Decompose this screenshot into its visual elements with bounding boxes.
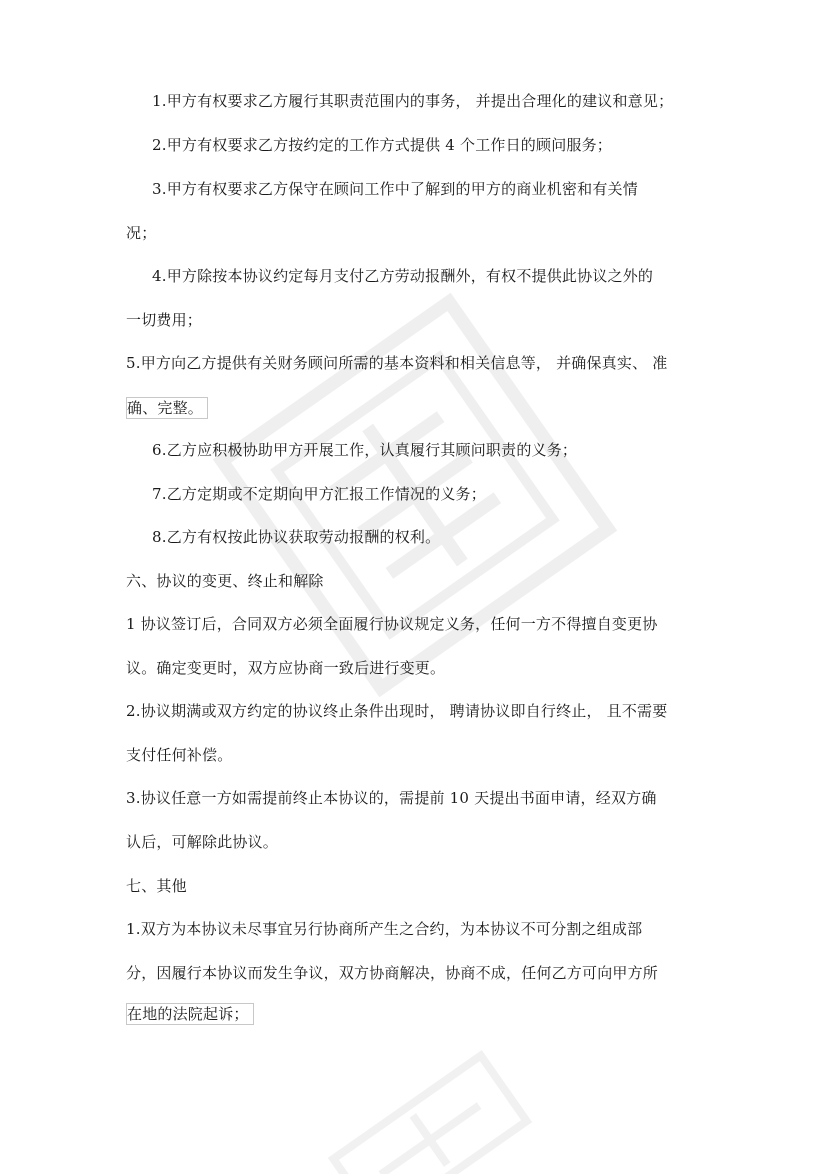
- clause-line: 5.甲方向乙方提供有关财务顾问所需的基本资料和相关信息等， 并确保真实、 准: [126, 354, 668, 372]
- clause-line: 支付任何补偿。: [126, 746, 233, 764]
- section-heading: 七、其他: [126, 877, 187, 895]
- clause-line: 1.甲方有权要求乙方履行其职责范围内的事务， 并提出合理化的建议和意见；: [152, 92, 674, 110]
- clause-line: 3.协议任意一方如需提前终止本协议的，需提前 10 天提出书面申请，经双方确: [126, 789, 657, 807]
- clause-line: 议。确定变更时，双方应协商一致后进行变更。: [126, 659, 446, 677]
- clause-line-boxed: [126, 397, 208, 419]
- watermark-logo-icon: [319, 1042, 540, 1174]
- clause-line: 6.乙方应积极协助甲方开展工作，认真履行其顾问职责的义务；: [152, 441, 578, 459]
- clause-line-boxed: [126, 1003, 254, 1025]
- clause-line: 2.协议期满或双方约定的协议终止条件出现时， 聘请协议即自行终止， 且不需要: [126, 702, 668, 720]
- clause-line: 认后，可解除此协议。: [126, 833, 279, 851]
- clause-line: 3.甲方有权要求乙方保守在顾问工作中了解到的甲方的商业机密和有关情: [152, 180, 638, 198]
- clause-line: 8.乙方有权按此协议获取劳动报酬的权利。: [152, 528, 441, 546]
- clause-text: 确、完整。: [126, 397, 208, 419]
- clause-line: 7.乙方定期或不定期向甲方汇报工作情况的义务；: [152, 485, 486, 503]
- clause-line: 分，因履行本协议而发生争议，双方协商解决，协商不成，任何乙方可向甲方所: [126, 964, 659, 982]
- section-heading: 六、协议的变更、终止和解除: [126, 572, 324, 590]
- clause-line: 1 协议签订后，合同双方必须全面履行协议规定义务，任何一方不得擅自变更协: [126, 615, 658, 633]
- clause-text: 在地的法院起诉；: [126, 1003, 254, 1025]
- clause-line: 2.甲方有权要求乙方按约定的工作方式提供 4 个工作日的顾问服务；: [152, 136, 612, 154]
- clause-line: 一切费用；: [126, 311, 203, 329]
- clause-line: 4.甲方除按本协议约定每月支付乙方劳动报酬外，有权不提供此协议之外的: [152, 267, 654, 285]
- clause-line: 况；: [126, 224, 157, 242]
- clause-line: 1.双方为本协议未尽事宜另行协商所产生之合约，为本协议不可分割之组成部: [126, 920, 643, 938]
